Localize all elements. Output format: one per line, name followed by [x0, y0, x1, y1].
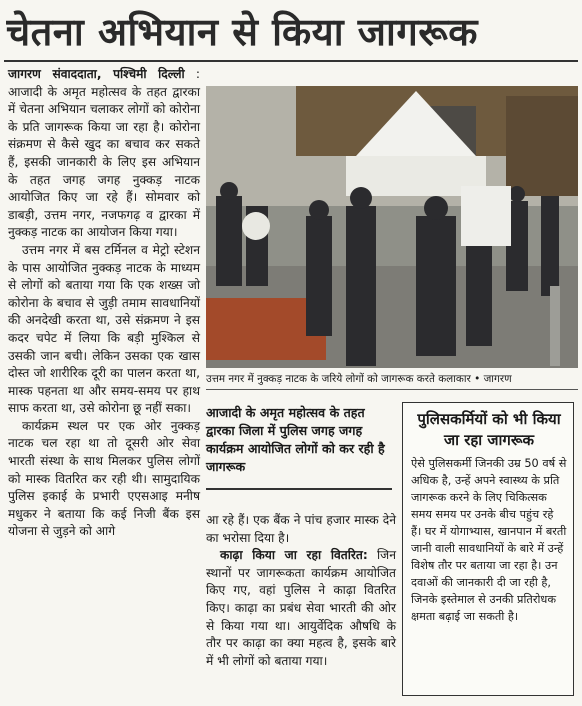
- middle-paragraph-2: काढ़ा किया जा रहा वितरित: जिन स्थानों पर जागरूकता कार्यक्रम आयोजित किए गए, वहां पुलिस ने काढ़ा वितरित किए। काढ़ा का प्रबंध सेवा भारती की ओर से किया गया था। आयुर्वेदिक औषधि के तौर पर काढ़ा का क्या महत्व है, इसके बारे में भी लोगों को बताया गया।: [206, 548, 396, 668]
- middle-column: [206, 512, 396, 670]
- street-play-photo: [206, 86, 578, 368]
- sidebar-box: [402, 402, 574, 696]
- left-paragraph-2: उत्तम नगर में बस टर्मिनल व मेट्रो स्टेशन के पास आयोजित नुक्कड़ नाटक के माध्यम से लोगों को बताया गया कि एक शख्स जो कोरोना के बचाव से जुड़ी तमाम सावधानियों की अनदेखी करता था, उसे संक्रमण ने इस कदर चपेट में लिया कि बड़ी मुश्किल से उसकी जान बची। लेकिन उसका एक खास दोस्त जो शारीरिक दूरी का पालन करता था, मास्क पहनता था और समय-समय पर हाथ साफ करता था, उसे कोरोना छू नहीं सका।: [8, 242, 200, 416]
- left-column: [8, 66, 200, 541]
- byline: जागरण संवाददाता, पश्चिमी दिल्ली: [8, 67, 185, 81]
- pull-quote-rule: [206, 488, 392, 490]
- pull-quote: आजादी के अमृत महोत्सव के तहत द्वारका जिला में पुलिस जगह जगह कार्यक्रम आयोजित लोगों को कर रही है जागरूक: [206, 405, 385, 474]
- sidebar-box-title: पुलिसकर्मियों को भी किया जा रहा जागरूक: [417, 410, 561, 449]
- left-paragraph-1: जागरण संवाददाता, पश्चिमी दिल्ली : आजादी के अमृत महोत्सव के तहत द्वारका में चेतना अभियान चलाकर लोगों को कोरोना के प्रति जागरूक किया जा रहा है। कोरोना संक्रमण से कैसे खुद का बचाव कर सकते हैं, इसकी जानकारी के लिए इस अभियान के तहत जगह जगह नुक्कड़ नाटक आयोजित किए जा रहे हैं। सोमवार को डाबड़ी, उत्तम नगर, नजफगढ़ व द्वारका में नुक्कड़ नाटक का आयोजन किया गया।: [8, 67, 200, 240]
- headline: चेतना अभियान से किया जागरूक: [6, 10, 478, 54]
- caption-rule: [206, 389, 578, 390]
- photo-illustration: [206, 86, 578, 368]
- middle-paragraph-1: आ रहे हैं। एक बैंक ने पांच हजार मास्क देने का भरोसा दिया है।: [206, 513, 396, 545]
- sidebar-box-text: ऐसे पुलिसकर्मी जिनकी उम्र 50 वर्ष से अधिक है, उन्हें अपने स्वास्थ्य के प्रति जागरूक करने के लिए चिकित्सक समय समय पर उनके बीच पहुंच रहे हैं। घर में योगाभ्यास, खानपान में बरती जानी वाली सावधानियों के बारे में उन्हें विशेष तौर पर बताया जा रहा है। उन दवाओं की जानकारी दी जा रही है, जिनके इस्तेमाल से उनकी प्रतिरोधक क्षमता बढ़ाई जा सकती है।: [411, 457, 567, 623]
- photo-caption: उत्तम नगर में नुक्कड़ नाटक के जरिये लोगों को जागरूक करते कलाकार • जागरण: [206, 373, 512, 385]
- headline-rule: [4, 60, 578, 62]
- left-paragraph-3: कार्यक्रम स्थल पर एक ओर नुक्कड़ नाटक चल रहा था तो दूसरी ओर सेवा भारती संस्था के साथ मिलकर पुलिस लोगों को मास्क वितरित कर रही थी। सामुदायिक पुलिस इकाई के प्रभारी एएसआइ मनीष मधुकर ने बताया कि कई निजी बैंक इस योजना से जुड़ने को आगे: [8, 418, 200, 539]
- subhead: काढ़ा किया जा रहा वितरित:: [220, 548, 368, 563]
